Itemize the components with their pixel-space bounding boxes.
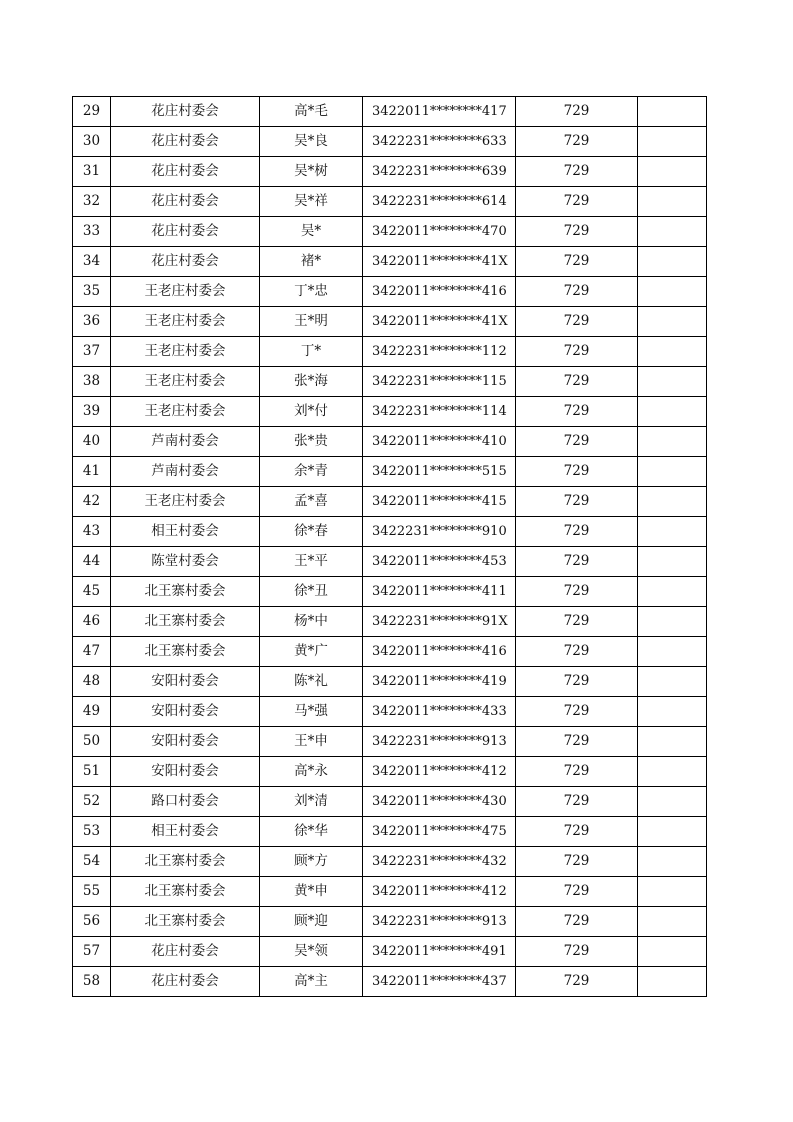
cell-note [638,97,707,127]
cell-amount: 729 [516,457,638,487]
cell-amount: 729 [516,697,638,727]
cell-amount: 729 [516,307,638,337]
cell-id-number: 3422011********491 [363,937,516,967]
cell-village-committee: 北王寨村委会 [111,847,260,877]
table-row [73,967,707,997]
cell-amount: 729 [516,727,638,757]
cell-amount: 729 [516,97,638,127]
cell-village-committee: 王老庄村委会 [111,307,260,337]
cell-person-name: 徐*华 [260,817,363,847]
cell-amount: 729 [516,217,638,247]
cell-id-number: 3422011********515 [363,457,516,487]
table-row [73,187,707,217]
cell-note [638,667,707,697]
cell-person-name: 王*明 [260,307,363,337]
table-row [73,667,707,697]
cell-person-name: 吴*良 [260,127,363,157]
cell-village-committee: 相王村委会 [111,517,260,547]
table-row [73,727,707,757]
cell-amount: 729 [516,967,638,997]
cell-note [638,847,707,877]
cell-village-committee: 花庄村委会 [111,187,260,217]
cell-number: 47 [73,637,111,667]
cell-amount: 729 [516,157,638,187]
table-row [73,547,707,577]
cell-person-name: 陈*礼 [260,667,363,697]
cell-number: 46 [73,607,111,637]
cell-person-name: 马*强 [260,697,363,727]
cell-village-committee: 王老庄村委会 [111,487,260,517]
cell-amount: 729 [516,337,638,367]
cell-number: 51 [73,757,111,787]
table-row [73,697,707,727]
cell-note [638,937,707,967]
cell-amount: 729 [516,577,638,607]
cell-id-number: 3422011********437 [363,967,516,997]
cell-id-number: 3422011********412 [363,757,516,787]
cell-number: 44 [73,547,111,577]
cell-amount: 729 [516,517,638,547]
cell-note [638,457,707,487]
cell-village-committee: 陈堂村委会 [111,547,260,577]
cell-number: 45 [73,577,111,607]
cell-number: 57 [73,937,111,967]
table-row [73,97,707,127]
cell-number: 53 [73,817,111,847]
cell-village-committee: 王老庄村委会 [111,337,260,367]
cell-village-committee: 安阳村委会 [111,697,260,727]
cell-amount: 729 [516,847,638,877]
cell-village-committee: 路口村委会 [111,787,260,817]
cell-id-number: 3422011********415 [363,487,516,517]
cell-person-name: 吴*树 [260,157,363,187]
cell-amount: 729 [516,607,638,637]
cell-amount: 729 [516,787,638,817]
cell-village-committee: 北王寨村委会 [111,637,260,667]
cell-amount: 729 [516,667,638,697]
table-row [73,337,707,367]
cell-amount: 729 [516,907,638,937]
cell-note [638,517,707,547]
cell-person-name: 高*主 [260,967,363,997]
cell-id-number: 3422011********417 [363,97,516,127]
cell-number: 54 [73,847,111,877]
cell-note [638,337,707,367]
cell-number: 31 [73,157,111,187]
cell-note [638,277,707,307]
cell-village-committee: 王老庄村委会 [111,367,260,397]
cell-id-number: 3422231********115 [363,367,516,397]
cell-number: 36 [73,307,111,337]
table-row [73,787,707,817]
cell-id-number: 3422011********430 [363,787,516,817]
cell-id-number: 3422231********432 [363,847,516,877]
table-row [73,757,707,787]
cell-number: 34 [73,247,111,277]
cell-amount: 729 [516,127,638,157]
cell-person-name: 杨*中 [260,607,363,637]
cell-village-committee: 北王寨村委会 [111,907,260,937]
cell-id-number: 3422231********112 [363,337,516,367]
cell-id-number: 3422011********475 [363,817,516,847]
cell-note [638,127,707,157]
cell-note [638,607,707,637]
cell-village-committee: 北王寨村委会 [111,877,260,907]
table-row [73,367,707,397]
cell-note [638,697,707,727]
cell-number: 56 [73,907,111,937]
cell-person-name: 丁*忠 [260,277,363,307]
cell-village-committee: 花庄村委会 [111,937,260,967]
cell-note [638,877,707,907]
cell-amount: 729 [516,277,638,307]
cell-id-number: 3422231********633 [363,127,516,157]
cell-village-committee: 北王寨村委会 [111,607,260,637]
cell-amount: 729 [516,547,638,577]
cell-note [638,187,707,217]
table-row [73,637,707,667]
cell-id-number: 3422231********614 [363,187,516,217]
cell-person-name: 孟*喜 [260,487,363,517]
cell-village-committee: 花庄村委会 [111,967,260,997]
cell-village-committee: 芦南村委会 [111,427,260,457]
cell-number: 29 [73,97,111,127]
cell-id-number: 3422011********419 [363,667,516,697]
cell-person-name: 吴*祥 [260,187,363,217]
cell-number: 35 [73,277,111,307]
cell-id-number: 3422011********470 [363,217,516,247]
cell-amount: 729 [516,937,638,967]
cell-number: 58 [73,967,111,997]
cell-note [638,727,707,757]
cell-person-name: 黄*申 [260,877,363,907]
cell-amount: 729 [516,487,638,517]
cell-amount: 729 [516,817,638,847]
cell-id-number: 3422011********416 [363,277,516,307]
table-row [73,607,707,637]
cell-village-committee: 相王村委会 [111,817,260,847]
table-row [73,397,707,427]
cell-person-name: 吴*领 [260,937,363,967]
cell-number: 48 [73,667,111,697]
cell-id-number: 3422011********412 [363,877,516,907]
cell-id-number: 3422231********91X [363,607,516,637]
cell-person-name: 吴* [260,217,363,247]
cell-amount: 729 [516,397,638,427]
cell-village-committee: 王老庄村委会 [111,397,260,427]
cell-note [638,787,707,817]
table-row [73,307,707,337]
cell-village-committee: 北王寨村委会 [111,577,260,607]
cell-number: 49 [73,697,111,727]
cell-number: 39 [73,397,111,427]
cell-number: 43 [73,517,111,547]
cell-id-number: 3422011********411 [363,577,516,607]
cell-id-number: 3422231********913 [363,907,516,937]
cell-note [638,487,707,517]
cell-village-committee: 安阳村委会 [111,667,260,697]
cell-person-name: 高*毛 [260,97,363,127]
cell-village-committee: 芦南村委会 [111,457,260,487]
cell-note [638,247,707,277]
cell-number: 52 [73,787,111,817]
cell-amount: 729 [516,637,638,667]
cell-village-committee: 花庄村委会 [111,217,260,247]
cell-person-name: 张*海 [260,367,363,397]
cell-note [638,307,707,337]
cell-person-name: 余*青 [260,457,363,487]
cell-number: 38 [73,367,111,397]
table-row [73,877,707,907]
cell-person-name: 黄*广 [260,637,363,667]
cell-note [638,547,707,577]
cell-id-number: 3422231********114 [363,397,516,427]
cell-person-name: 徐*春 [260,517,363,547]
cell-person-name: 王*平 [260,547,363,577]
table-row [73,457,707,487]
cell-number: 32 [73,187,111,217]
cell-person-name: 褚* [260,247,363,277]
cell-number: 50 [73,727,111,757]
table-row [73,847,707,877]
cell-number: 33 [73,217,111,247]
cell-id-number: 3422011********410 [363,427,516,457]
cell-number: 41 [73,457,111,487]
cell-village-committee: 王老庄村委会 [111,277,260,307]
table-row [73,427,707,457]
table-row [73,247,707,277]
table-row [73,277,707,307]
cell-amount: 729 [516,757,638,787]
table-row [73,937,707,967]
cell-person-name: 徐*丑 [260,577,363,607]
cell-amount: 729 [516,877,638,907]
cell-note [638,427,707,457]
cell-village-committee: 花庄村委会 [111,157,260,187]
cell-id-number: 3422011********453 [363,547,516,577]
roster-table [72,96,707,997]
table-row [73,157,707,187]
table-row [73,127,707,157]
cell-amount: 729 [516,247,638,277]
roster-body [73,97,707,997]
cell-id-number: 3422011********41X [363,247,516,277]
cell-id-number: 3422011********41X [363,307,516,337]
cell-village-committee: 安阳村委会 [111,727,260,757]
cell-amount: 729 [516,427,638,457]
cell-person-name: 顾*迎 [260,907,363,937]
cell-id-number: 3422231********639 [363,157,516,187]
table-row [73,487,707,517]
cell-village-committee: 安阳村委会 [111,757,260,787]
cell-amount: 729 [516,367,638,397]
cell-person-name: 顾*方 [260,847,363,877]
cell-person-name: 刘*清 [260,787,363,817]
cell-number: 30 [73,127,111,157]
cell-note [638,817,707,847]
cell-note [638,397,707,427]
cell-village-committee: 花庄村委会 [111,247,260,277]
table-row [73,577,707,607]
cell-id-number: 3422011********416 [363,637,516,667]
cell-note [638,217,707,247]
cell-person-name: 丁* [260,337,363,367]
cell-number: 55 [73,877,111,907]
cell-village-committee: 花庄村委会 [111,97,260,127]
cell-number: 42 [73,487,111,517]
cell-note [638,157,707,187]
cell-number: 40 [73,427,111,457]
cell-number: 37 [73,337,111,367]
cell-person-name: 王*申 [260,727,363,757]
table-row [73,517,707,547]
table-row [73,907,707,937]
cell-amount: 729 [516,187,638,217]
cell-note [638,577,707,607]
cell-note [638,367,707,397]
cell-id-number: 3422231********910 [363,517,516,547]
cell-id-number: 3422231********913 [363,727,516,757]
cell-id-number: 3422011********433 [363,697,516,727]
cell-note [638,637,707,667]
table-row [73,217,707,247]
cell-note [638,907,707,937]
cell-person-name: 刘*付 [260,397,363,427]
table-row [73,817,707,847]
cell-person-name: 张*贵 [260,427,363,457]
cell-note [638,757,707,787]
cell-note [638,967,707,997]
cell-person-name: 高*永 [260,757,363,787]
cell-village-committee: 花庄村委会 [111,127,260,157]
